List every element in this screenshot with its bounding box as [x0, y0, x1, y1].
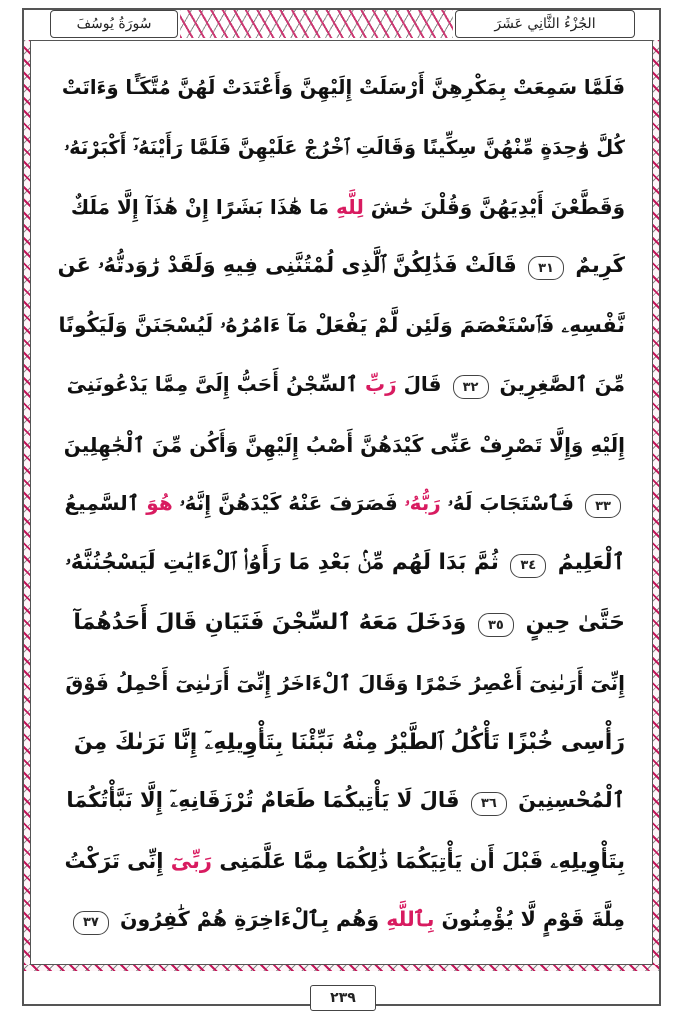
verse-text: قَالَ لَا يَأْتِيكُمَا طَعَامٌ تُرْزَقَانِهِۦٓ إِلَّا نَبَّأْتُكُمَا [66, 788, 460, 812]
ayah-number-marker: ٣٦ [471, 792, 507, 816]
divine-name: رَبِّىٓ [170, 848, 213, 873]
verse-line [58, 415, 625, 475]
verse-text-group [67, 372, 625, 400]
verse-text: إِلَيْهِ وَإِلَّا تَصْرِفْ عَنِّى كَيْدَهُنَّ أَصْبُ إِلَيْهِنَّ وَأَكُن مِّنَ ٱلْجَٰهِلِينَ [63, 432, 625, 457]
verse-text: وَهُم بِٱلْءَاخِرَةِ هُمْ كَٰفِرُونَ [120, 907, 387, 931]
verse-text-group [65, 550, 625, 578]
ayah-number-marker: ٣٥ [478, 613, 514, 637]
verse-text: قَالَ [396, 371, 442, 396]
divine-name: هُوَ [146, 490, 173, 515]
verse-line [58, 772, 625, 832]
verse-text: نَّفْسِهِۦ فَٱسْتَعْصَمَ وَلَئِن لَّمْ يَفْعَلْ مَآ ءَامُرُهُۥ لَيُسْجَنَنَّ وَلَيَكُونًا [58, 313, 625, 338]
verse-line [58, 177, 625, 237]
divine-name: لِلَّهِ [336, 194, 364, 219]
verse-text: مِّنَ ٱلصَّٰغِرِينَ [499, 371, 625, 396]
verse-line [58, 534, 625, 594]
verse-line [58, 296, 625, 356]
ayah-number-marker: ٣١ [528, 256, 564, 280]
verse-line [58, 891, 625, 951]
verse-text: إِنِّى تَرَكْتُ [64, 848, 171, 873]
divine-name: بِٱللَّهِ [386, 907, 435, 931]
verse-text-group [73, 610, 625, 638]
verse-text: ثُمَّ بَدَا لَهُم مِّنۢ بَعْدِ مَا رَأَوُا۟ ٱلْءَايَٰتِ لَيَسْجُنُنَّهُۥ [65, 550, 499, 575]
verse-text: كَرِيمٌ [575, 252, 625, 277]
verse-text-group [65, 491, 626, 519]
verse-text: ٱلْمُحْسِنِينَ [518, 788, 625, 812]
verse-text: ٱلسَّمِيعُ [64, 490, 147, 515]
verse-text: حَتَّىٰ حِينٍ [525, 609, 625, 635]
verse-text-group [69, 907, 625, 935]
ayah-number-marker: ٣٤ [510, 554, 546, 578]
surah-name: سُورَةُ يُوسُفَ [76, 16, 152, 32]
verse-text: إِنِّىٓ أَرَىٰنِىٓ أَعْصِرُ خَمْرًا وَقَالَ ٱلْءَاخَرُ إِنِّىٓ أَرَىٰنِىٓ أَحْمِلُ فَوْقَ [65, 670, 625, 695]
verse-text: فَٱسْتَجَابَ لَهُۥ [440, 490, 575, 515]
verse-text-group [66, 788, 625, 816]
surah-name-box [50, 10, 178, 38]
verse-text: مَا هَٰذَا بَشَرًا إِنْ هَٰذَآ إِلَّا مَلَكٌ [70, 194, 337, 219]
verse-line [58, 475, 625, 535]
ayah-number-marker: ٣٢ [453, 375, 489, 399]
frame-band-bottom [24, 965, 659, 971]
page-number: ٢٣٩ [310, 985, 376, 1011]
verse-text: مِلَّةَ قَوْمٍ لَّا يُؤْمِنُونَ [434, 907, 625, 931]
verse-lines [58, 58, 625, 951]
verse-line [58, 58, 625, 118]
divine-name: رَبُّهُۥ [404, 490, 441, 515]
juz-name: الجُزْءُ الثَّانِي عَشَرَ [494, 16, 596, 32]
ayah-number-marker: ٣٧ [73, 911, 109, 935]
verse-text: قَالَتْ فَذَٰلِكُنَّ ٱلَّذِى لُمْتُنَّنِى فِيهِ وَلَقَدْ رَٰوَدتُّهُۥ عَن [58, 252, 517, 277]
verse-line [58, 832, 625, 892]
verse-text: ٱلْعَلِيمُ [557, 550, 625, 575]
verse-text: رَأْسِى خُبْزًا تَأْكُلُ ٱلطَّيْرُ مِنْهُ نَبِّئْنَا بِتَأْوِيلِهِۦٓ إِنَّا نَرَىٰكَ مِنَ [73, 729, 625, 755]
header-ornament [180, 10, 453, 38]
verse-line [58, 653, 625, 713]
verse-text: فَلَمَّا سَمِعَتْ بِمَكْرِهِنَّ أَرْسَلَتْ إِلَيْهِنَّ وَأَعْتَدَتْ لَهُنَّ مُتَّكَـًٔا وَءَاتَتْ [61, 76, 625, 100]
verse-text-group [58, 253, 625, 281]
verse-line [58, 594, 625, 654]
verse-line [58, 237, 625, 297]
ayah-number-marker: ٣٣ [585, 494, 621, 518]
frame-band-right [653, 40, 659, 965]
verse-text: بِتَأْوِيلِهِۦ قَبْلَ أَن يَأْتِيَكُمَا ذَٰلِكُمَا مِمَّا عَلَّمَنِى [212, 848, 625, 873]
juz-name-box [455, 10, 635, 38]
verse-line [58, 118, 625, 178]
verse-text: ٱلسِّجْنُ أَحَبُّ إِلَىَّ مِمَّا يَدْعُونَنِىٓ [66, 371, 365, 396]
verse-text: وَدَخَلَ مَعَهُ ٱلسِّجْنَ فَتَيَانِ قَالَ أَحَدُهُمَآ [73, 609, 467, 635]
verse-line [58, 356, 625, 416]
verse-text: فَصَرَفَ عَنْهُ كَيْدَهُنَّ إِنَّهُۥ [172, 490, 405, 515]
verse-line [58, 713, 625, 773]
divine-name: رَبِّ [364, 371, 397, 396]
verse-text: كُلَّ وَٰحِدَةٍ مِّنْهُنَّ سِكِّينًا وَقَالَتِ ٱخْرُجْ عَلَيْهِنَّ فَلَمَّا رَأَيْنَهُۥٓ أَكْبَرْنَهُۥ [64, 135, 625, 159]
verse-text-group [64, 849, 625, 874]
verse-text-group [71, 195, 625, 219]
verse-text: وَقَطَّعْنَ أَيْدِيَهُنَّ وَقُلْنَ حَٰشَ [363, 194, 625, 219]
